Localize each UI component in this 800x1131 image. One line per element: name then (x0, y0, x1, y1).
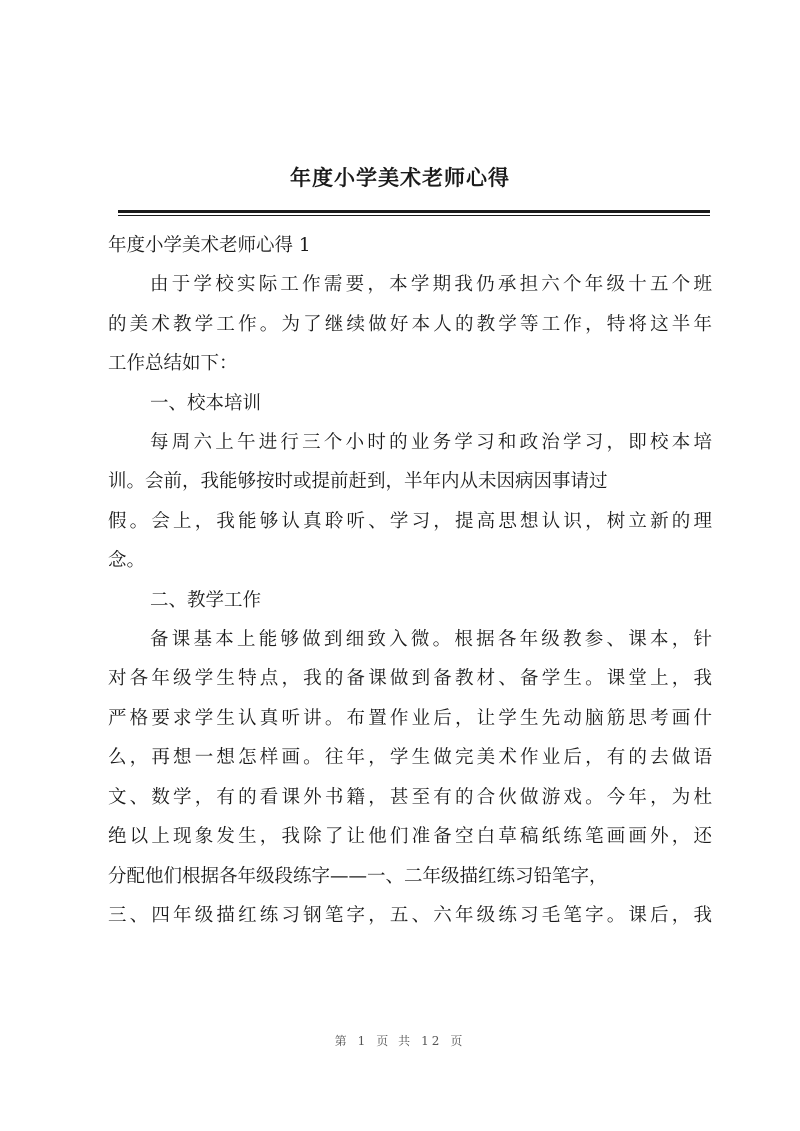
document-body (108, 226, 712, 935)
paragraph-line: 对各年级学生特点，我的备课做到备教材、备学生。课堂上，我 (108, 668, 712, 690)
paragraph-line: 二、教学工作 (150, 589, 262, 611)
paragraph-line: 假。会上，我能够认真聆听、学习，提高思想认识，树立新的理 (108, 510, 712, 532)
paragraph-line: 分配他们根据各年级段练字——一、二年级描红练习铅笔字， (108, 865, 608, 887)
paragraph-line: 备课基本上能够做到细致入微。根据各年级教参、课本，针 (150, 629, 712, 651)
paragraph-line: 念。 (108, 550, 146, 572)
paragraph-line: 一、校本培训 (150, 392, 262, 414)
paragraph-line: 么，再想一想怎样画。往年，学生做完美术作业后，有的去做语 (108, 747, 712, 769)
footer-page-number: 1 (357, 1034, 369, 1048)
paragraph-line: 严格要求学生认真听讲。布置作业后，让学生先动脑筋思考画什 (108, 707, 712, 729)
footer-label-pages: 页 (450, 1034, 466, 1048)
footer-total-pages: 12 (421, 1034, 443, 1048)
paragraph-line: 训。会前，我能够按时或提前赶到，半年内从未因病因事请过 (108, 471, 608, 493)
paragraph-line: 三、四年级描红练习钢笔字，五、六年级练习毛笔字。课后，我 (108, 904, 712, 926)
paragraph-line: 工作总结如下： (108, 353, 238, 375)
title-rule-thick (118, 210, 710, 213)
document-title: 年度小学美术老师心得 (290, 166, 510, 190)
paragraph-line: 文、数学，有的看课外书籍，甚至有的合伙做游戏。今年，为杜 (108, 786, 712, 808)
paragraph-line: 的美术教学工作。为了继续做好本人的教学等工作，特将这半年 (108, 313, 712, 335)
footer-label-of: 页 共 (376, 1034, 414, 1048)
paragraph-line: 由于学校实际工作需要，本学期我仍承担六个年级十五个班 (150, 274, 712, 296)
paragraph-line: 每周六上午进行三个小时的业务学习和政治学习，即校本培 (150, 432, 712, 454)
paragraph-line: 年度小学美术老师心得 1 (108, 235, 311, 256)
paragraph-line: 绝以上现象发生，我除了让他们准备空白草稿纸练笔画画外，还 (108, 826, 712, 848)
page-footer (0, 1032, 800, 1050)
footer-label-page: 第 (334, 1034, 350, 1048)
title-rule-thin (118, 215, 710, 216)
